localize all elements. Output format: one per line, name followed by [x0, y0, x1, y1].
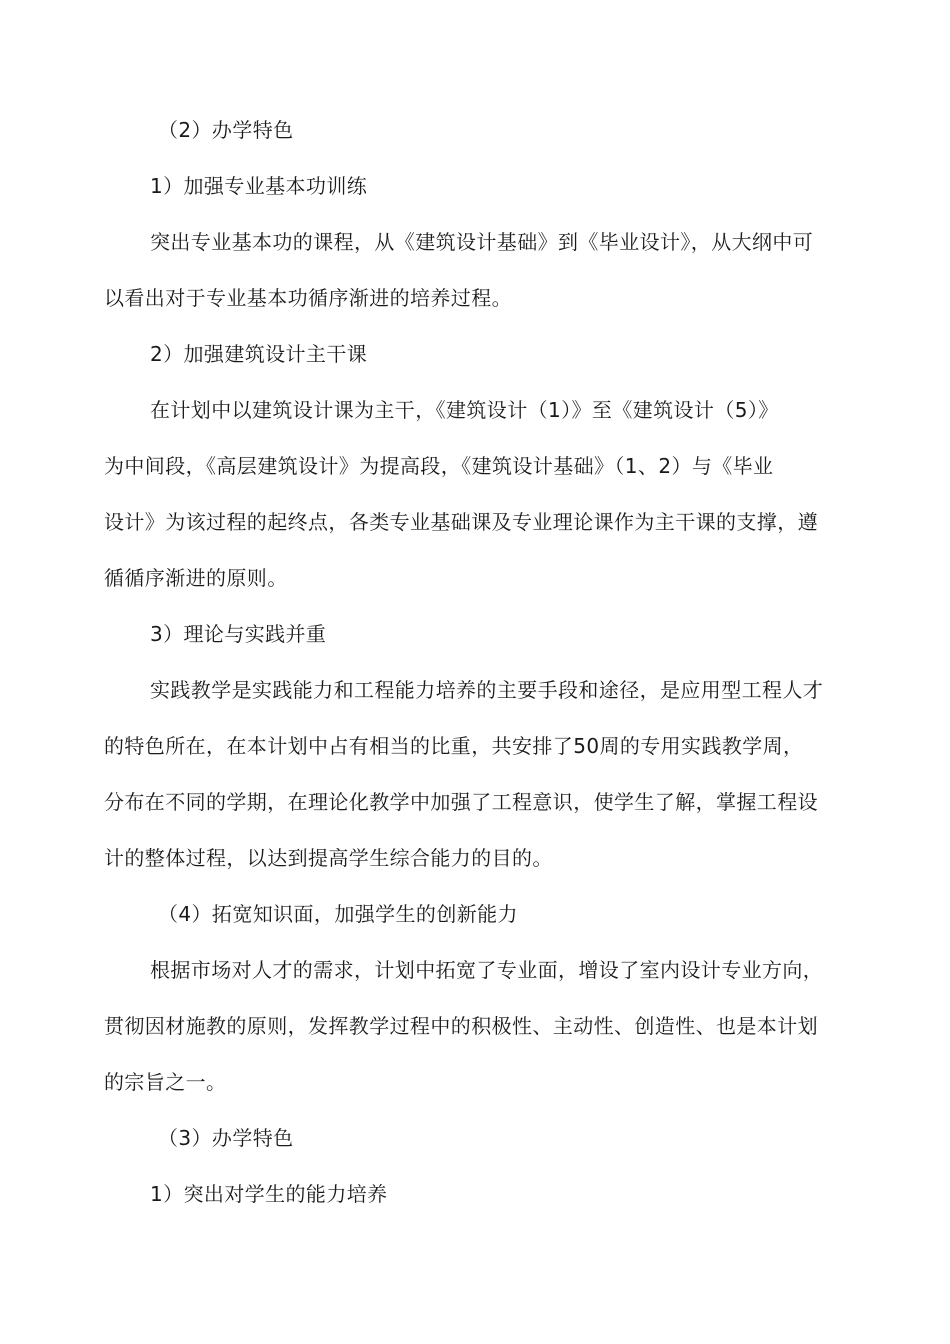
- paragraph-line: 计的整体过程，以达到提高学生综合能力的目的。: [104, 846, 553, 870]
- paragraph-line: 为中间段，《高层建筑设计》为提高段，《建筑设计基础》（1、2）与《毕业: [104, 454, 774, 478]
- paragraph-line: 循循序渐进的原则。: [104, 566, 288, 590]
- subsection-heading: 1）突出对学生的能力培养: [150, 1182, 388, 1206]
- paragraph-line: 实践教学是实践能力和工程能力培养的主要手段和途径，是应用型工程人才: [150, 678, 824, 702]
- paragraph-line: 在计划中以建筑设计课为主干，《建筑设计（1）》至《建筑设计（5）》: [150, 398, 779, 422]
- paragraph-line: 的特色所在，在本计划中占有相当的比重，共安排了50周的专用实践教学周，: [104, 734, 804, 758]
- section-heading: （4）拓宽知识面，加强学生的创新能力: [158, 902, 518, 926]
- paragraph-line: 贯彻因材施教的原则，发挥教学过程中的积极性、主动性、创造性、也是本计划: [104, 1014, 818, 1038]
- section-heading: （2）办学特色: [158, 118, 294, 142]
- paragraph-line: 设计》为该过程的起终点，各类专业基础课及专业理论课作为主干课的支撑，遵: [104, 510, 818, 534]
- paragraph-line: 的宗旨之一。: [104, 1070, 227, 1094]
- subsection-heading: 2）加强建筑设计主干课: [150, 342, 368, 366]
- subsection-heading: 1）加强专业基本功训练: [150, 174, 368, 198]
- paragraph-line: 分布在不同的学期，在理论化教学中加强了工程意识，使学生了解，掌握工程设: [104, 790, 818, 814]
- paragraph-line: 根据市场对人才的需求，计划中拓宽了专业面，增设了室内设计专业方向，: [150, 958, 824, 982]
- section-heading: （3）办学特色: [158, 1126, 294, 1150]
- paragraph-line: 突出专业基本功的课程，从《建筑设计基础》到《毕业设计》，从大纲中可: [150, 230, 814, 254]
- subsection-heading: 3）理论与实践并重: [150, 622, 327, 646]
- paragraph-line: 以看出对于专业基本功循序渐进的培养过程。: [104, 286, 512, 310]
